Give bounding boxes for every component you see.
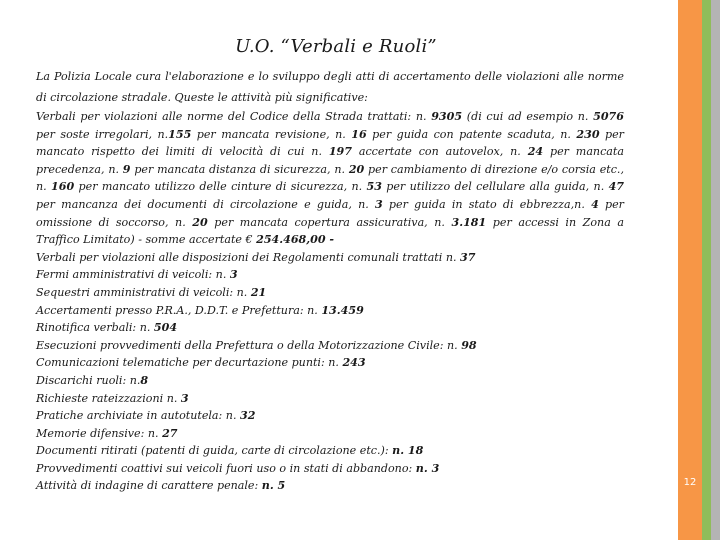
stat-line [36,337,624,355]
stat-value: 3 [180,391,189,405]
stat-line [36,354,624,372]
stat-line [36,460,624,478]
stat-value: 8 [140,373,149,387]
cds-text: per mancato utilizzo delle cinture di sicurezza, n. [74,180,367,194]
stat-label: Accertamenti presso P.R.A., D.D.T. e Prefettura: n. [36,303,322,317]
intro-paragraph: La Polizia Locale cura l'elaborazione e lo sviluppo degli atti di accertamento delle violazioni alle norme di circolazione stradale. Queste le attività più significative: [36,70,624,104]
stat-label: Esecuzioni provvedimenti della Prefettura o della Motorizzazione Civile: n. [36,338,462,352]
stat-label: Attività di indagine di carattere penale: [36,479,262,493]
stat-line [36,302,624,320]
cds-text: per mancato rispetto dei limiti di velocità di cui n. [36,127,624,159]
cds-value: 9 [122,162,131,176]
cds-text: per cambiamento di direzione e/o corsia etc., n. [36,162,624,194]
cds-value: 20 [348,162,365,176]
stat-value: n. 18 [392,444,424,458]
stat-line [36,407,624,425]
slide-body [36,66,624,495]
cds-text: per mancata distanza di sicurezza, n. [130,162,349,176]
stat-label: Rinotifica verbali: n. [36,321,154,335]
cds-value: 155 [168,127,192,141]
stat-line [36,266,624,284]
stat-line [36,442,624,460]
cds-value: 4 [591,197,599,211]
cds-text: accertate con autovelox, n. [352,145,528,159]
cds-text: (di cui ad esempio n. [462,110,594,123]
stat-value: 98 [461,338,477,352]
stat-label: Comunicazioni telematiche per decurtazione punti: n. [36,356,343,370]
cds-text: per guida con patente scaduta, n. [366,127,577,141]
stat-label: Pratiche archiviate in autotutela: n. [36,409,241,423]
cds-text: per mancanza dei documenti di circolazione e guida, n. [36,197,375,211]
stat-line [36,372,624,390]
cds-value: 16 [351,127,367,141]
cds-value: 254.468,00 - [256,233,335,247]
cds-value: 5076 [593,110,624,123]
stat-value: 27 [162,426,178,440]
cds-text: per accessi in Zona a Traffico Limitato) - somme accertate € [36,215,624,247]
cds-text: per omissione di soccorso, n. [36,197,624,229]
cds-text: per mancata precedenza, n. [36,145,624,176]
stat-label: Provvedimenti coattivi sui veicoli fuori uso o in stati di abbandono: [36,461,416,475]
stat-label: Discarichi ruoli: n. [36,373,141,387]
cds-value: 3 [374,197,383,211]
stat-value: 21 [250,285,267,299]
stat-value: n. 5 [261,479,286,493]
cds-text: per utilizzo del cellulare alla guida, n. [381,180,609,194]
cds-value: 230 [576,127,600,141]
cds-text: Verbali per violazioni alle norme del Codice della Strada trattati: n. [36,110,432,123]
page-number: 12 [683,477,697,488]
cds-value: 3.181 [451,215,487,229]
cds-value: 20 [192,215,208,229]
accent-bar-gray [711,0,720,540]
cds-value: 160 [51,180,75,194]
stat-value: n. 3 [415,461,440,475]
cds-text: per mancata revisione, n. [191,127,352,141]
stat-value: 243 [342,356,366,370]
cds-text: per soste irregolari, n. [36,127,169,141]
cds-value: 24 [527,145,544,159]
stat-line [36,319,624,337]
stat-label: Memorie difensive: n. [36,426,163,440]
cds-text: per mancata copertura assicurativa, n. [207,215,452,229]
stat-label: Fermi amministrativi di veicoli: n. [36,268,230,282]
accent-bar-green [702,0,711,540]
stat-line [36,284,624,302]
cds-violations-paragraph [36,108,624,249]
stat-value: 37 [460,250,476,264]
slide-title: U.O. “Verbali e Ruoli” [235,36,437,57]
stat-label: Richieste rateizzazioni n. [36,391,181,405]
stat-value: 32 [240,409,256,423]
stat-value: 13.459 [321,303,364,317]
stat-label: Sequestri amministrativi di veicoli: n. [36,285,251,299]
cds-value: 53 [366,180,382,194]
stat-label: Documenti ritirati (patenti di guida, carte di circolazione etc.): [36,444,393,458]
cds-text: per guida in stato di ebbrezza,n. [382,197,592,211]
cds-value: 197 [328,145,352,159]
stat-line [36,249,624,267]
cds-value: 47 [608,180,625,194]
stat-value: 3 [229,268,238,282]
stat-line [36,425,624,443]
stat-value: 504 [153,321,178,335]
cds-value: 9305 [431,110,463,123]
stat-line [36,390,624,408]
stat-label: Verbali per violazioni alle disposizioni dei Regolamenti comunali trattati n. [36,250,461,264]
accent-bar-orange [678,0,702,540]
stat-line [36,477,624,495]
